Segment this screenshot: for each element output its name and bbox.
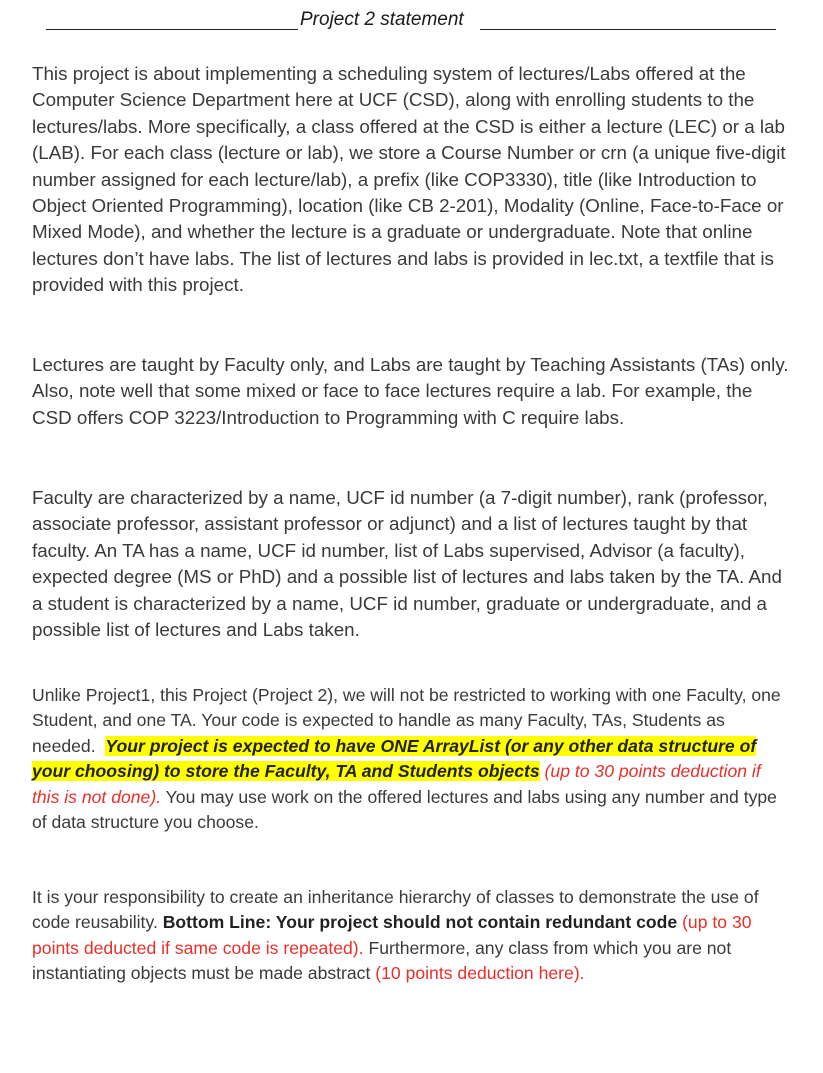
paragraph-arraylist-requirement: [32, 683, 792, 835]
paragraph-lectures-labs: Lectures are taught by Faculty only, and Labs are taught by Teaching Assistants (TAs) only. Also, note well that some mixed or face to face lectures require a lab. For example, the CSD offers COP 3223/Introduction to Programming with C require labs.: [32, 354, 789, 428]
p4-intro-text: Unlike Project1, this Project (Project 2), we will not be restricted to working with one Faculty, one Student, and one TA. Your code is expected to handle as many Faculty, TAs, Students as needed.: [32, 685, 781, 756]
abstract-class-penalty-note: (10 points deduction here).: [375, 963, 585, 984]
arraylist-penalty-note: (up to 30 points deduction if this is not done).: [32, 761, 761, 807]
document-title: Project 2 statement: [300, 9, 464, 30]
title-underline-right: [480, 29, 776, 30]
arraylist-highlight: Your project is expected to have ONE ArrayList (or any other data structure of your choosing) to store the Faculty, TA and Students objects: [32, 735, 757, 782]
redundant-code-penalty-note: (up to 30 points deducted if same code is repeated).: [32, 912, 752, 958]
p5-intro-text: It is your responsibility to create an inheritance hierarchy of classes to demonstrate the use of code reusability.: [32, 887, 759, 933]
document-title-line: [46, 8, 776, 34]
bottom-line-statement: Bottom Line: Your project should not contain redundant code: [162, 912, 678, 933]
paragraph-inheritance-hierarchy: [32, 885, 792, 987]
p5-middle-text: Furthermore, any class from which you are not instantiating objects must be made abstract: [32, 937, 732, 984]
paragraph-characterization: Faculty are characterized by a name, UCF id number (a 7-digit number), rank (professor, associate professor, assistant professor or adjunct) and a list of lectures taught by that faculty. An TA has a name, UCF id number, list of Labs supervised, Advisor (a faculty), expected degree (MS or PhD) and a possible list of lectures and labs taken by the TA. And a student is characterized by a name, UCF id number, graduate or undergraduate, and a possible list of lectures and Labs taken.: [32, 487, 782, 641]
title-underline-left: [46, 29, 298, 30]
p4-outro-text: You may use work on the offered lectures and labs using any number and type of data structure you choose.: [32, 786, 777, 833]
paragraph-scheduling-system: This project is about implementing a scheduling system of lectures/Labs offered at the Computer Science Department here at UCF (CSD), along with enrolling students to the lectures/labs. More specifically, a class offered at the CSD is either a lecture (LEC) or a lab (LAB). For each class (lecture or lab), we store a Course Number or crn (a unique five-digit number assigned for each lecture/lab), a prefix (like COP3330), title (like Introduction to Object Oriented Programming), location (like CB 2-201), Modality (Online, Face-to-Face or Mixed Mode), and whether the lecture is a graduate or undergraduate. Note that online lectures don’t have labs. The list of lectures and labs is provided in lec.txt, a textfile that is provided with this project.: [32, 63, 786, 296]
